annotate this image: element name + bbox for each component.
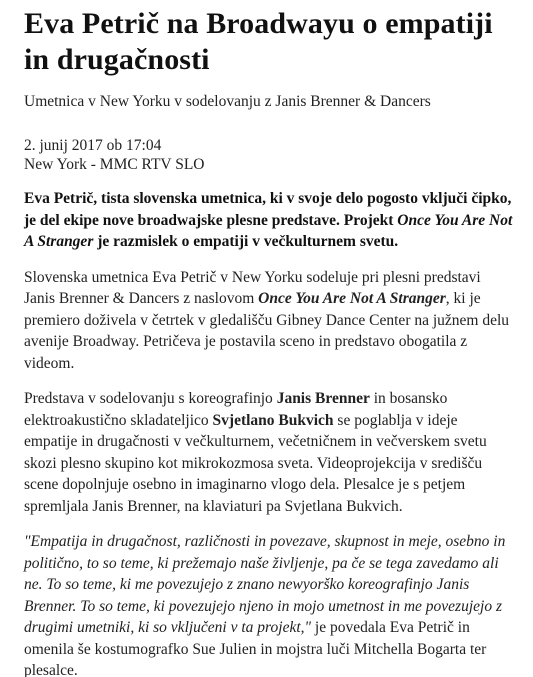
- paragraph1-text-part2: , ki je premiero doživela v četrtek v gledališču Gibney Dance Center na južnem delu avenije Broadway. Petričeva je postavila sceno in predstavo obogatila z videom.: [24, 290, 510, 372]
- choreographer-name: Janis Brenner: [276, 390, 370, 407]
- lead-text-part1: Eva Petrič, tista slovenska umetnica, ki v svoje delo pogosto vključi čipko, je del ekipe nove broadwajske plesne predstave. Projekt: [24, 190, 512, 229]
- article-meta: [24, 136, 513, 174]
- paragraph2-text-part3: se poglablja v ideje empatije in drugačnosti v večkulturnem, večetničnem in večverskem svetu skozi plesno skupino kot mikrokozmosa sveta. Videoprojekcija v središču scene dopolnjuje osebno in imaginarno vlogo dela. Plesalce je s petjem spremljala Janis Brenner, na klaviaturi pa Svjetlana Bukvich.: [24, 411, 487, 515]
- body-paragraph-2: [24, 388, 513, 517]
- artist-quote: "Empatija in drugačnost, različnosti in povezave, skupnost in meje, osebno in politično, to so teme, ki prežemajo naše življenje, pa če se tega zavedamo ali ne. To so teme, ki me povezujejo z znano newyorško koreografinjo Janis Brenner. To so teme, ki povezujejo njeno in mojo umetnost in me povezujejo z drugimi umetniki, ki so vključeni v ta projekt,": [24, 533, 506, 636]
- article-source-location: New York - MMC RTV SLO: [24, 156, 205, 173]
- lead-text-part2: je razmislek o empatiji v večkulturnem svetu.: [93, 233, 399, 250]
- article-title: Eva Petrič na Broadwayu o empatiji in drugačnosti: [24, 7, 493, 76]
- composer-name: Svjetlano Bukvich: [212, 411, 334, 429]
- article-subtitle: Umetnica v New Yorku v sodelovanju z Janis Brenner & Dancers: [24, 93, 431, 110]
- body-paragraph-1: [24, 267, 513, 375]
- paragraph1-text-part1: Slovenska umetnica Eva Petrič v New Yorku sodeluje pri plesni predstavi Janis Brenner & Dancers z naslovom: [24, 268, 481, 307]
- paragraph1-show-title: Once You Are Not A Stranger: [258, 290, 446, 307]
- publish-date: 2. junij 2017 ob 17:04: [24, 137, 162, 154]
- paragraph3-text-rest: je povedala Eva Petrič in omenila še kostumografko Sue Julien in mojstra luči Mitchella Bogarta ter plesalce.: [24, 619, 487, 677]
- paragraph2-text-part1: Predstava v sodelovanju s koreografinjo: [24, 390, 277, 407]
- lead-project-title: Once You Are Not A Stranger: [24, 211, 513, 250]
- article-lead: [24, 188, 513, 253]
- paragraph2-text-part2: in bosansko elektroakustično skladateljico: [24, 390, 448, 429]
- body-paragraph-3: [24, 531, 513, 677]
